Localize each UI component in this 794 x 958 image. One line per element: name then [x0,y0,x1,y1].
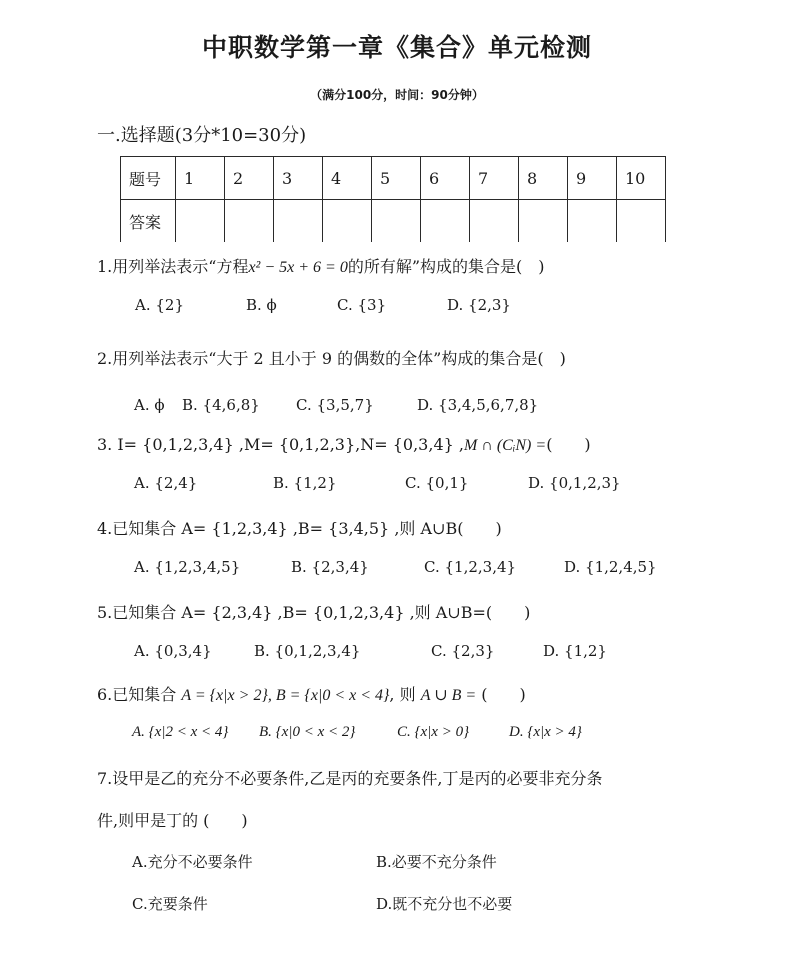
answer-table [120,156,666,242]
question-1-stem [97,254,545,277]
option-c: C. {2,3} [431,642,495,660]
option-a: A. {2,4} [134,474,198,492]
question-number-cell: 6 [421,157,470,200]
question-7-stem-line2: 件,则甲是丁的 ( ) [97,811,248,830]
option-d: D.既不充分也不必要 [376,895,513,913]
option-c: C. {3} [337,296,387,314]
question-7-stem-line1: 7.设甲是乙的充分不必要条件,乙是丙的充要条件,丁是丙的必要非充分条 [97,769,603,788]
section-title: 一.选择题(3分*10=30分) [97,125,307,146]
answer-cell[interactable] [274,200,323,243]
option-d: D. {1,2} [543,642,607,660]
option-c: C.充要条件 [132,895,208,913]
equation: x² − 5x + 6 = 0 [248,259,348,276]
question-2-stem: 2.用列举法表示“大于 2 且小于 9 的偶数的全体”构成的集合是( ) [97,349,566,368]
answer-cell[interactable] [568,200,617,243]
answer-cell[interactable] [225,200,274,243]
answer-cell[interactable] [323,200,372,243]
answer-cell[interactable] [470,200,519,243]
question-number-cell: 8 [519,157,568,200]
equation: A = {x|x > 2}, B = {x|0 < x < 4} [181,687,390,704]
option-a: A. {2} [135,296,184,314]
option-b: B. {0,1,2,3,4} [254,642,361,660]
answer-cell[interactable] [176,200,225,243]
option-b: B. {2,3,4} [291,558,369,576]
page-title: 中职数学第一章《集合》单元检测 [201,33,592,62]
question-3-stem [97,432,591,455]
question-number-cell: 4 [323,157,372,200]
option-c: C. {1,2,3,4} [424,558,517,576]
table-row [121,157,666,200]
question-6-stem [97,682,526,705]
exam-info: （满分100分，时间：90分钟） [310,88,484,102]
answer-cell[interactable] [617,200,666,243]
option-b: B.必要不充分条件 [376,853,497,871]
question-number-cell: 10 [617,157,666,200]
question-text: , 则 [389,685,416,704]
question-number-cell: 9 [568,157,617,200]
question-text: 的所有解”构成的集合是( ) [347,257,545,276]
option-d: D. {x|x > 4} [509,724,582,740]
answer-cell[interactable] [519,200,568,243]
option-b: B. {x|0 < x < 2} [259,724,356,740]
question-text: ( ) [546,435,591,454]
option-b: B. {1,2} [273,474,337,492]
option-c: C. {0,1} [405,474,469,492]
question-number-cell: 7 [470,157,519,200]
option-d: D. {0,1,2,3} [528,474,621,492]
question-number-cell: 2 [225,157,274,200]
option-c: C. {x|x > 0} [397,724,470,740]
option-c: C. {3,5,7} [296,396,374,414]
question-text: 1.用列举法表示“方程 [97,257,249,276]
table-header-cell: 答案 [121,200,176,243]
option-a: A. {1,2,3,4,5} [134,558,241,576]
answer-cell[interactable] [421,200,470,243]
equation: M ∩ (CᵢN) = [463,437,547,454]
table-row [121,200,666,243]
answer-cell[interactable] [372,200,421,243]
question-number-cell: 5 [372,157,421,200]
question-text: 3. I= {0,1,2,3,4} ,M= {0,1,2,3},N= {0,3,4} , [97,435,464,454]
question-text: ( ) [481,685,526,704]
option-a: A. {x|2 < x < 4} [132,724,229,740]
option-d: D. {1,2,4,5} [564,558,657,576]
option-d: D. {3,4,5,6,7,8} [417,396,539,414]
option-a: A. ϕ [134,396,165,414]
option-d: D. {2,3} [447,296,511,314]
question-number-cell: 1 [176,157,225,200]
option-a: A. {0,3,4} [134,642,212,660]
question-text: 6.已知集合 [97,685,177,704]
option-b: B. {4,6,8} [182,396,260,414]
question-number-cell: 3 [274,157,323,200]
equation: A ∪ B = [420,687,477,704]
question-5-stem: 5.已知集合 A= {2,3,4} ,B= {0,1,2,3,4} ,则 A∪B=( ) [97,603,531,622]
option-a: A.充分不必要条件 [132,853,253,871]
question-4-stem: 4.已知集合 A= {1,2,3,4} ,B= {3,4,5} ,则 A∪B( ) [97,519,502,538]
table-header-cell: 题号 [121,157,176,200]
option-b: B. ϕ [246,296,277,314]
